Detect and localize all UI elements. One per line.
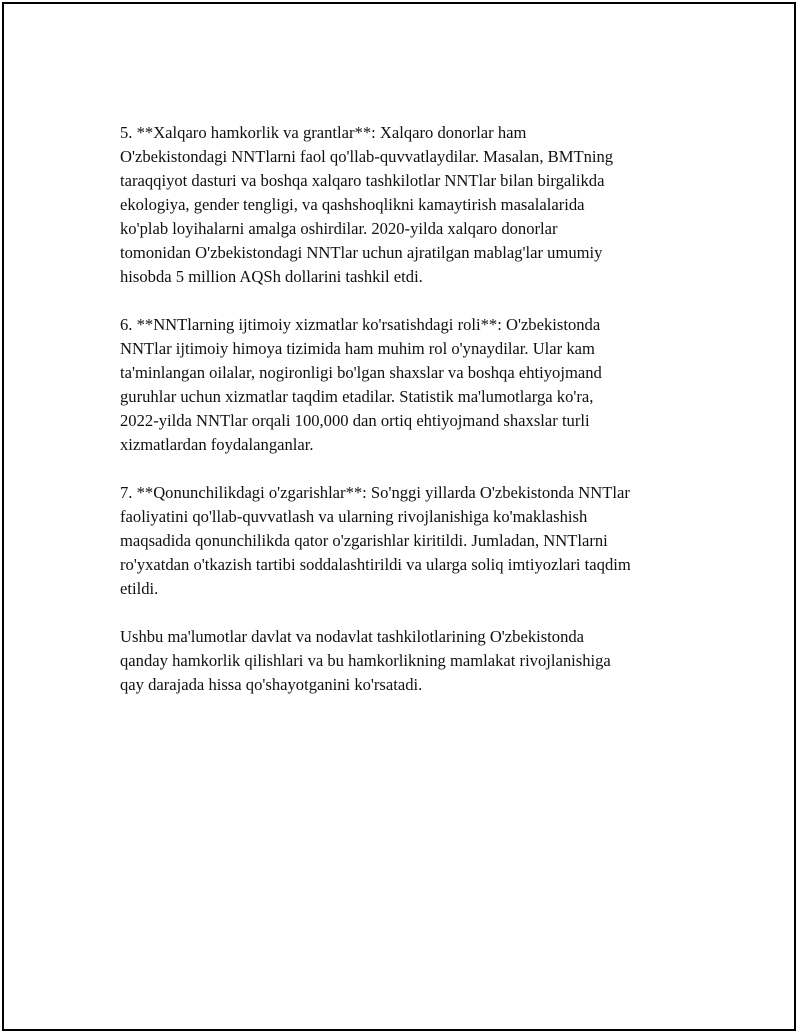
paragraph-legislation-changes: 7. **Qonunchilikdagi o'zgarishlar**: So'nggi yillarda O'zbekistonda NNTlar faoliyatini qo'llab-quvvatlash va ularning rivojlanishiga ko'maklashish maqsadida qonunchilikda qator o'zgarishlar kiritildi. Jumladan, NNTlarni ro'yxatdan o'tkazish tartibi soddalashtirildi va ularga soliq imtiyozlari taqdim etildi. (120, 483, 631, 598)
paragraph-conclusion: Ushbu ma'lumotlar davlat va nodavlat tashkilotlarining O'zbekistonda qanday hamkorlik qilishlari va bu hamkorlikning mamlakat rivojlanishiga qay darajada hissa qo'shayotganini ko'rsatadi. (120, 627, 611, 694)
document-body (120, 121, 700, 721)
page (2, 2, 796, 1031)
paragraph-international-cooperation: 5. **Xalqaro hamkorlik va grantlar**: Xalqaro donorlar ham O'zbekistondagi NNTlarni faol qo'llab-quvvatlaydilar. Masalan, BMTning taraqqiyot dasturi va boshqa xalqaro tashkilotlar NNTlar bilan birgalikda ekologiya, gender tengligi, va qashshoqlikni kamaytirish masalalarida ko'plab loyihalarni amalga oshirdilar. 2020-yilda xalqaro donorlar tomonidan O'zbekistondagi NNTlar uchun ajratilgan mablag'lar umumiy hisobda 5 million AQSh dollarini tashkil etdi. (120, 123, 614, 286)
paragraph-social-services: 6. **NNTlarning ijtimoiy xizmatlar ko'rsatishdagi roli**: O'zbekistonda NNTlar ijtimoiy himoya tizimida ham muhim rol o'ynaydilar. Ular kam ta'minlangan oilalar, nogironligi bo'lgan shaxslar va boshqa ehtiyojmand guruhlar uchun xizmatlar taqdim etadilar. Statistik ma'lumotlarga ko'ra, 2022-yilda NNTlar orqali 100,000 dan ortiq ehtiyojmand shaxslar turli xizmatlardan foydalanganlar. (120, 315, 602, 454)
